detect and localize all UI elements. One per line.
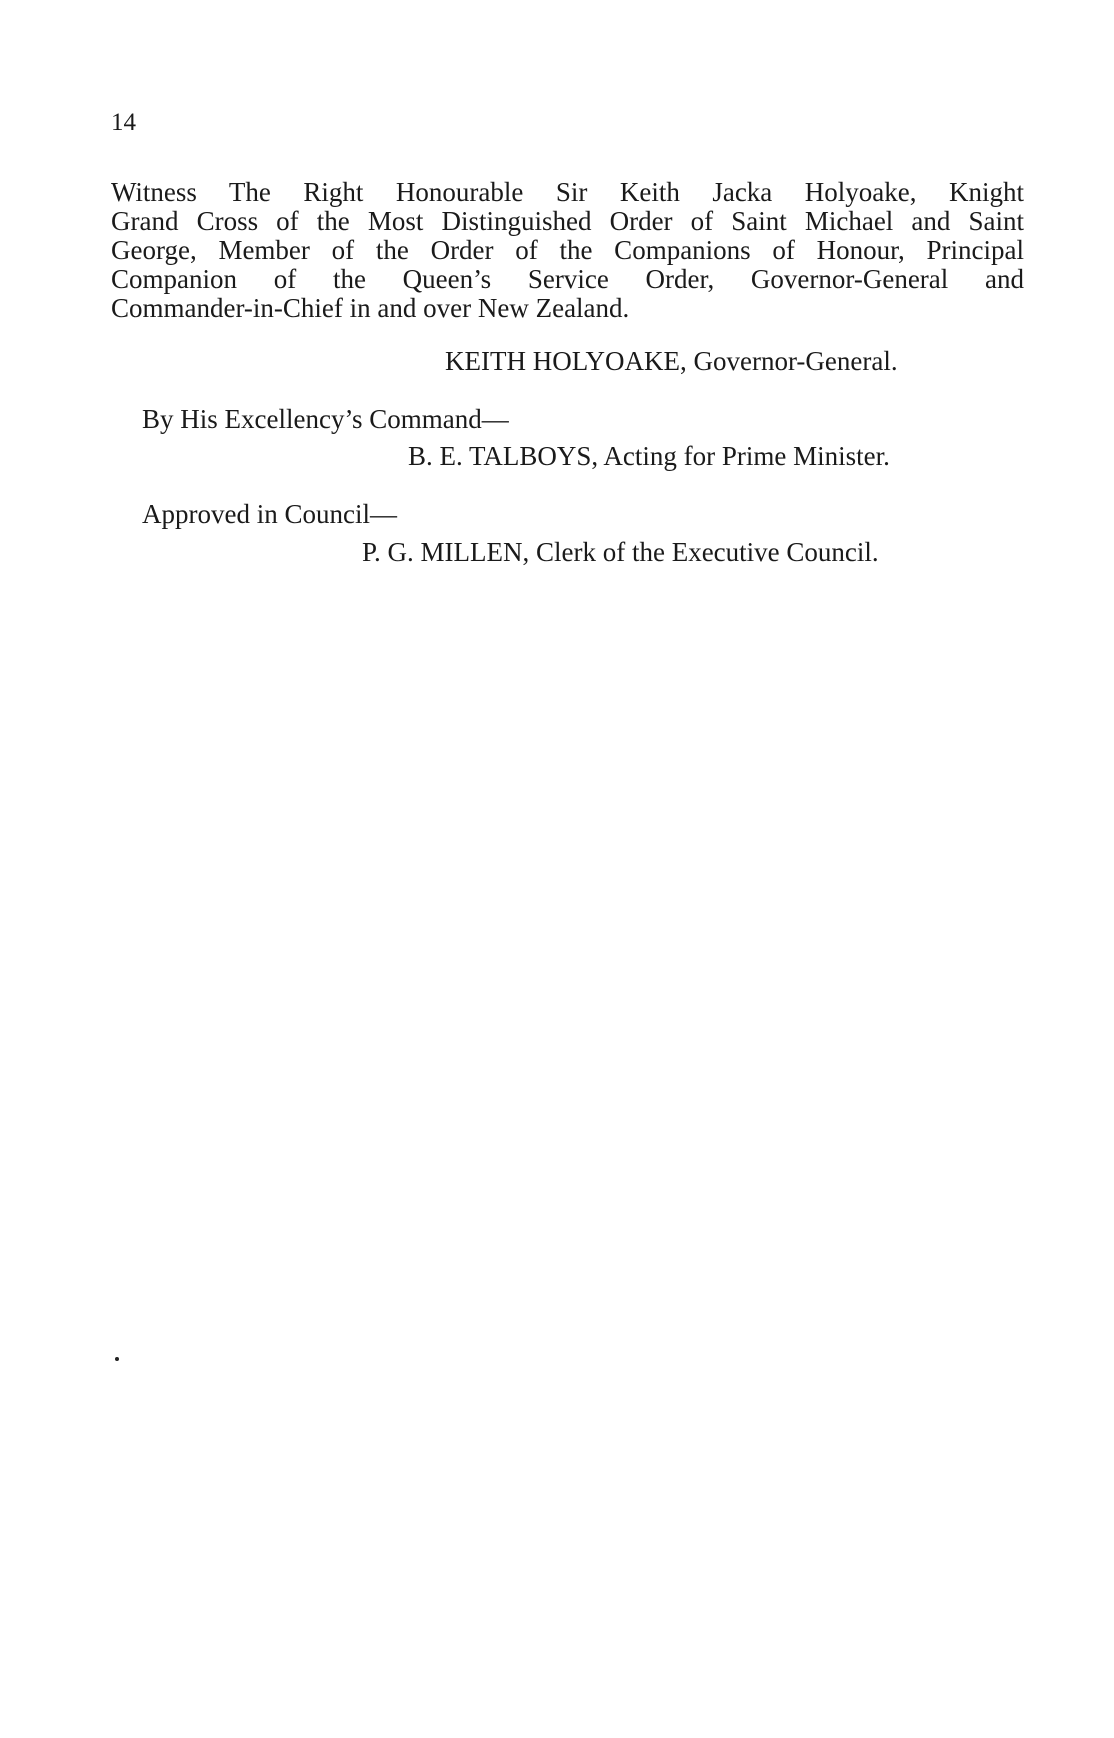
- witness-clause: [111, 178, 1024, 323]
- witness-line: Grand Cross of the Most Distinguished Order of Saint Michael and Saint: [111, 206, 1024, 236]
- witness-line: Witness The Right Honourable Sir Keith Jacka Holyoake, Knight: [111, 177, 1024, 207]
- witness-line: Commander-in-Chief in and over New Zealand.: [111, 293, 630, 323]
- print-speck: [115, 1357, 119, 1361]
- witness-line: George, Member of the Order of the Companions of Honour, Principal: [111, 235, 1024, 265]
- governor-general-signature: KEITH HOLYOAKE, Governor-General.: [445, 346, 898, 376]
- by-command-line: By His Excellency’s Command—: [142, 404, 509, 434]
- page-number: 14: [111, 109, 136, 136]
- approved-in-council-line: Approved in Council—: [142, 499, 397, 529]
- witness-line: Companion of the Queen’s Service Order, Governor-General and: [111, 264, 1024, 294]
- clerk-signature: P. G. MILLEN, Clerk of the Executive Council.: [362, 537, 879, 567]
- acting-prime-minister-signature: B. E. TALBOYS, Acting for Prime Minister.: [408, 441, 890, 471]
